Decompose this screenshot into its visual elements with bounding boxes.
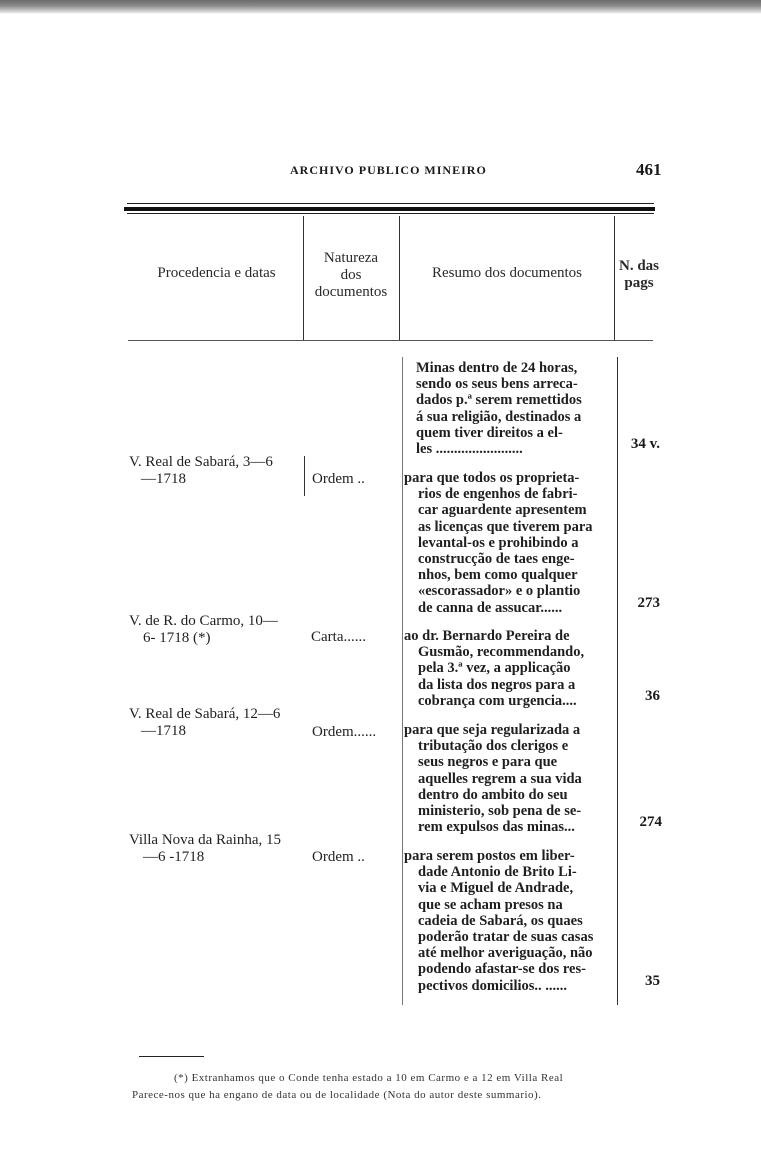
- page-reference: 273: [637, 595, 660, 611]
- summary-text: para que todos os proprieta- rios de engenhos de fabri- car aguardente apresentem as licenças que tiverem para levantal-os e prohibindo a construcção de taes enge- nhos, bem como qualquer «escorassador» e o plantio de canna de assucar......: [404, 470, 593, 616]
- header-rule-thick: [124, 207, 655, 211]
- column-header-paginas: N. das pags: [618, 258, 659, 291]
- column-divider-row-1: [304, 456, 305, 496]
- header-bottom-rule: [128, 340, 653, 341]
- natureza-text: Carta......: [311, 629, 366, 645]
- page-reference: 34 v.: [630, 436, 660, 452]
- page-reference: 274: [639, 814, 662, 830]
- procedencia-text: V. Real de Sabará, 3—6 —1718: [129, 454, 273, 487]
- header-rule-thin-lower: [127, 213, 654, 214]
- column-header-procedencia: Procedencia e datas: [157, 265, 276, 281]
- natureza-text: Ordem ..: [312, 471, 365, 487]
- running-header-title: ARCHIVO PUBLICO MINEIRO: [290, 163, 487, 177]
- column-divider-pages-body: [617, 357, 618, 1005]
- procedencia-text: Villa Nova da Rainha, 15 —6 -1718: [129, 832, 281, 865]
- page-reference: 36: [645, 688, 660, 704]
- natureza-text: Ordem ..: [312, 849, 365, 865]
- column-divider-2: [399, 216, 400, 340]
- procedencia-text: V. Real de Sabará, 12—6 —1718: [129, 706, 281, 739]
- column-divider-resumo-body: [402, 357, 403, 1005]
- footnote-rule: [139, 1056, 204, 1057]
- procedencia-text: V. de R. do Carmo, 10— 6- 1718 (*): [129, 613, 278, 646]
- page-top-edge: [0, 0, 761, 14]
- column-header-natureza: Natureza dos documentos: [314, 250, 388, 300]
- footnote-line-1: (*) Extranhamos que o Conde tenha estado a 10 em Carmo e a 12 em Villa Real: [174, 1072, 564, 1084]
- page-number: 461: [636, 160, 662, 179]
- column-header-resumo: Resumo dos documentos: [432, 265, 582, 281]
- summary-text: Minas dentro de 24 horas, sendo os seus bens arreca- dados p.ª serem remettidos á sua religião, destinados a quem tiver direitos a el- les ........................: [416, 360, 582, 458]
- footnote-line-2: Parece-nos que ha engano de data ou de localidade (Nota do autor deste summario).: [132, 1089, 542, 1101]
- page-reference: 35: [645, 973, 660, 989]
- summary-text: para serem postos em liber- dade Antonio de Brito Li- via e Miguel de Andrade, que se acham presos na cadeia de Sabará, os quaes poderão tratar de suas casas até melhor averiguação, não podendo afastar-se dos res- pectivos domicilios.. ......: [404, 848, 594, 994]
- footnote: [132, 1070, 668, 1104]
- natureza-text: Ordem......: [312, 724, 377, 740]
- header-rule-thin: [127, 203, 654, 204]
- summary-text: ao dr. Bernardo Pereira de Gusmão, recommendando, pela 3.ª vez, a applicação da lista dos negros para a cobrança com urgencia....: [404, 628, 585, 709]
- summary-text: para que seja regularizada a tributação dos clerigos e seus negros e para que aquelles regrem a sua vida dentro do ambito do seu ministerio, sob pena de se- rem expulsos das minas...: [404, 722, 582, 836]
